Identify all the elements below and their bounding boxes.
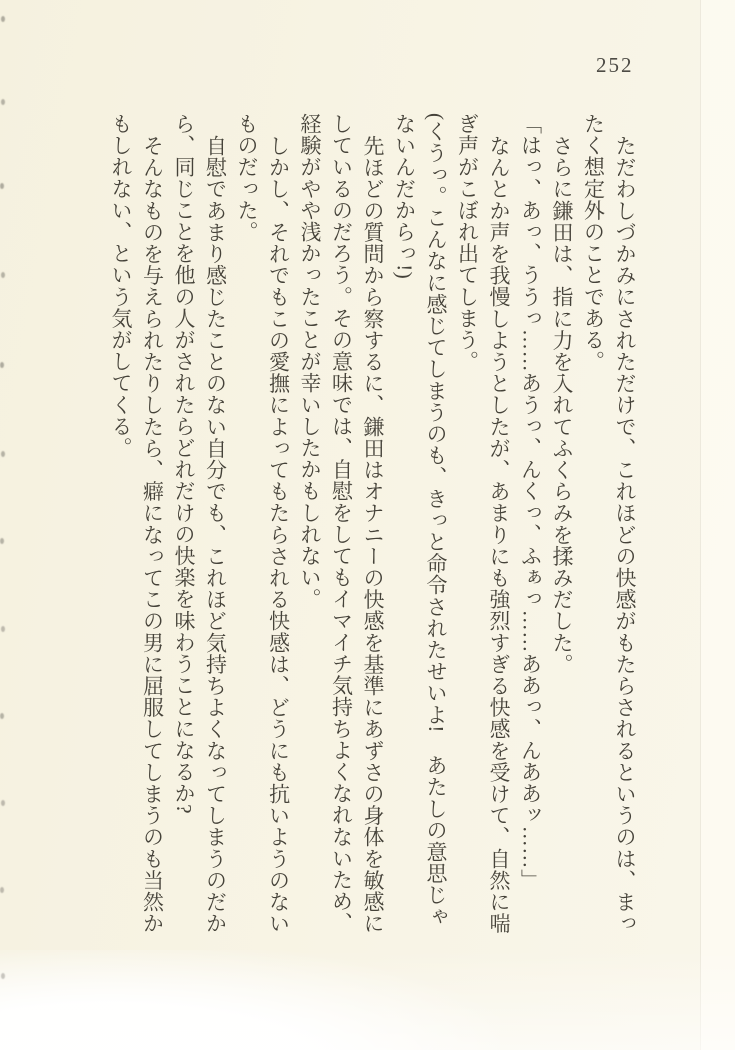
paragraph: 自慰であまり感じたことのない自分でも、これほど気持ちよくなってしまうのだから、同じことを他の人がされたらどれだけの快楽を味わうことになるか? [172,113,228,935]
paragraph: しかし、それでもこの愛撫によってもたらされる快感は、どうにも抗いようのないものだった。 [235,113,291,935]
paragraph: さらに鎌田は、指に力を入れてふくらみを揉みだした。 [550,135,574,675]
paragraph-dialogue: 「はっ、あっ、ううっ……あうっ、んくっ、ふぁっ……ああっ、んああッ……」 [518,113,543,891]
paragraph: ただわしづかみにされただけで、これほどの快感がもたらされるというのは、まったく想定外のことである。 [581,113,637,935]
paragraph-inner-monologue: (くうっ。こんなに感じてしまうのも、きっと命令されたせいよ! あたしの意思じゃないんだからっ!) [392,113,448,928]
paragraph: なんとか声を我慢しようとしたが、あまりにも強烈すぎる快感を受けて、自然に喘ぎ声がこぼれ出てしまう。 [455,113,511,935]
paragraph: そんなものを与えられたりしたら、癖になってこの男に屈服してしまうのも当然かもしれない、という気がしてくる。 [109,113,165,935]
page-edge-light-band [700,0,735,1050]
bottom-left-scan-glare [0,950,500,1050]
paragraph: 先ほどの質問から察するに、鎌田はオナニーの快感を基準にあずさの身体を敏感にしているのだろう。その意味では、自慰をしてもイマイチ気持ちよくなれないため、経験がやや浅かったことが幸いしたかもしれない。 [298,113,385,935]
page-number: 252 [596,53,634,77]
page-text [104,113,640,944]
binding-edge-marks [1,16,5,22]
